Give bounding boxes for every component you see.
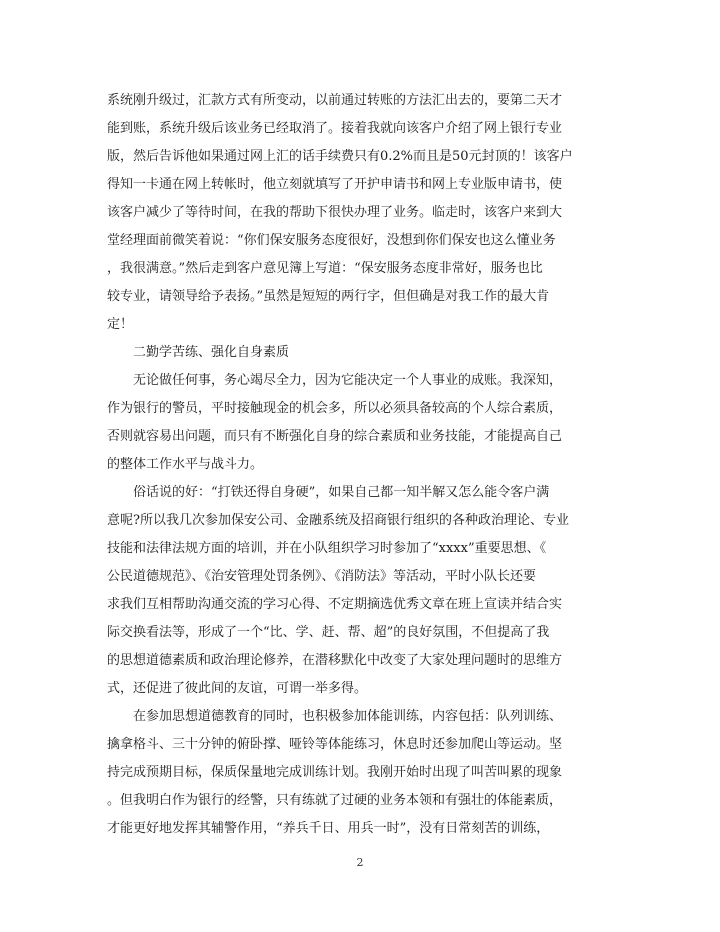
heading-line: 二勤学苦练、强化自身素质: [133, 345, 290, 360]
text-line: 擒拿格斗、三十分钟的俯卧撑、哑铃等体能练习，休息时还参加爬山等运动。坚: [107, 737, 563, 752]
text-line: 作为银行的警员，平时接触现金的机会多，所以必须具备较高的个人综合素质，: [107, 401, 563, 416]
text-line: 该客户减少了等待时间，在我的帮助下很快办理了业务。临走时，该客户来到大: [107, 205, 563, 220]
text-line: 否则就容易出问题，而只有不断强化自身的综合素质和业务技能，才能提高自己: [107, 429, 563, 444]
text-line: 的整体工作水平与战斗力。: [107, 457, 264, 472]
text-line: 堂经理面前微笑着说：“你们保安服务态度很好，没想到你们保安也这么懂业务: [107, 233, 556, 248]
text-line: 定！: [107, 317, 134, 332]
paragraph: [107, 367, 614, 479]
text-line: 系统刚升级过，汇款方式有所变动，以前通过转账的方法汇出去的，要第二天才: [107, 93, 563, 108]
text-line: 求我们互相帮助沟通交流的学习心得、不定期摘选优秀文章在班上宣读并结合实: [107, 597, 563, 612]
text-line: 在参加思想道德教育的同时，也积极参加体能训练，内容包括：队列训练、: [133, 709, 563, 724]
text-line: 持完成预期目标，保质保量地完成训练计划。我刚开始时出现了叫苦叫累的现象: [107, 765, 563, 780]
text-line: 际交换看法等，形成了一个“比、学、赶、帮、超”的良好氛围，不但提高了我: [107, 625, 550, 640]
text-line: 意呢?所以我几次参加保安公司、金融系统及招商银行组织的各种政治理论、专业: [107, 513, 569, 528]
section-heading: [107, 339, 614, 367]
text-line: 版，然后告诉他如果通过网上汇的话手续费只有0.2%而且是50元封顶的！该客户: [107, 149, 573, 164]
text-line: 得知一卡通在网上转帐时，他立刻就填写了开护申请书和网上专业版申请书，使: [107, 177, 563, 192]
text-line: 的思想道德素质和政治理论修养，在潜移默化中改变了大家处理问题时的思维方: [107, 653, 563, 668]
paragraph: [107, 703, 614, 843]
text-line: 无论做任何事，务心竭尽全力，因为它能决定一个人事业的成账。我深知，: [133, 373, 563, 388]
document-body: [107, 87, 614, 843]
paragraph: [107, 87, 614, 339]
text-line: 俗话说的好：“打铁还得自身硬”，如果自己都一知半解又怎么能令客户满: [133, 485, 550, 500]
text-line: 技能和法律法规方面的培训，并在小队组织学习时参加了“xxxx”重要思想、《: [107, 541, 547, 556]
text-line: 。但我明白作为银行的经警，只有练就了过硬的业务本领和有强壮的体能素质，: [107, 793, 563, 808]
text-line: 能到账，系统升级后该业务已经取消了。接着我就向该客户介绍了网上银行专业: [107, 121, 563, 136]
text-line: 才能更好地发挥其辅警作用，“养兵千日、用兵一时”，没有日常刻苦的训练，: [107, 821, 550, 836]
text-line: 公民道德规范》、《治安管理处罚条例》、《消防法》等活动，平时小队长还要: [107, 569, 537, 584]
paragraph: [107, 479, 614, 703]
text-line: ，我很满意。”然后走到客户意见簿上写道：“保安服务态度非常好，服务也比: [107, 261, 543, 276]
text-line: 式，还促进了彼此间的友谊，可谓一举多得。: [107, 681, 368, 696]
page-number: 2: [356, 856, 364, 869]
text-line: 较专业，请领导给予表扬。”虽然是短短的两行字，但但确是对我工作的最大肯: [107, 289, 550, 304]
